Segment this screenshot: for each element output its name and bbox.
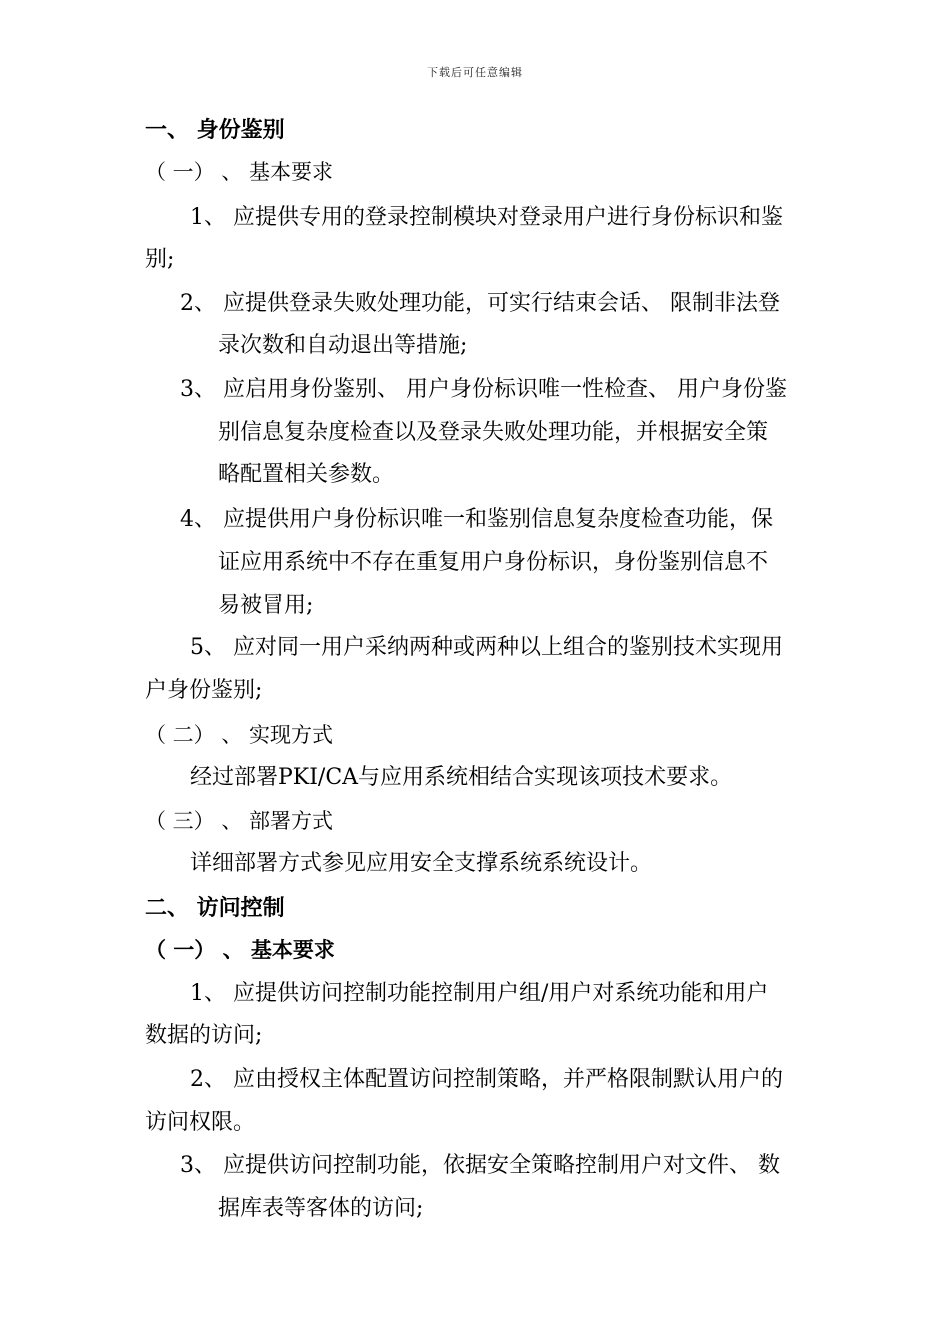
page-header-note: 下载后可任意编辑 [427, 66, 523, 79]
list-item-line: 1、 应提供专用的登录控制模块对登录用户进行身份标识和鉴 [190, 205, 783, 230]
list-item-line: 5、 应对同一用户采纳两种或两种以上组合的鉴别技术实现用 [190, 635, 783, 660]
list-item-line: 2、 应由授权主体配置访问控制策略，并严格限制默认用户的 [190, 1067, 783, 1092]
list-item-line: 略配置相关参数。 [218, 462, 395, 487]
paragraph: 经过部署PKI/CA与应用系统相结合实现该项技术要求。 [190, 765, 733, 790]
list-item-line: 4、 应提供用户身份标识唯一和鉴别信息复杂度检查功能，保 [180, 507, 773, 532]
list-item-line: 易被冒用; [218, 593, 314, 618]
list-item-line: 证应用系统中不存在重复用户身份标识，身份鉴别信息不 [218, 550, 769, 575]
subsection-title: （ 二） 、 实现方式 [145, 723, 334, 747]
subsection-title: （ 一） 、 基本要求 [145, 937, 335, 962]
paragraph: 详细部署方式参见应用安全支撑系统系统设计。 [190, 851, 653, 876]
list-item-line: 别; [145, 247, 175, 272]
list-item-line: 访问权限。 [145, 1110, 256, 1135]
list-item-line: 2、 应提供登录失败处理功能，可实行结束会话、 限制非法登 [180, 291, 780, 316]
list-item-line: 据库表等客体的访问; [218, 1196, 424, 1221]
list-item-line: 户身份鉴别; [145, 678, 263, 703]
list-item-line: 录次数和自动退出等措施; [218, 333, 468, 358]
list-item-line: 1、 应提供访问控制功能控制用户组/用户对系统功能和用户 [190, 981, 769, 1006]
section-title: 一、 身份鉴别 [145, 117, 285, 143]
list-item-line: 3、 应启用身份鉴别、 用户身份标识唯一性检查、 用户身份鉴 [180, 377, 787, 402]
list-item-line: 数据的访问; [145, 1023, 263, 1048]
list-item-line: 3、 应提供访问控制功能，依据安全策略控制用户对文件、 数 [180, 1153, 780, 1178]
subsection-title: （ 一） 、 基本要求 [145, 160, 334, 184]
section-title: 二、 访问控制 [145, 895, 285, 921]
subsection-title: （ 三） 、 部署方式 [145, 809, 334, 833]
list-item-line: 别信息复杂度检查以及登录失败处理功能，并根据安全策 [218, 420, 769, 445]
